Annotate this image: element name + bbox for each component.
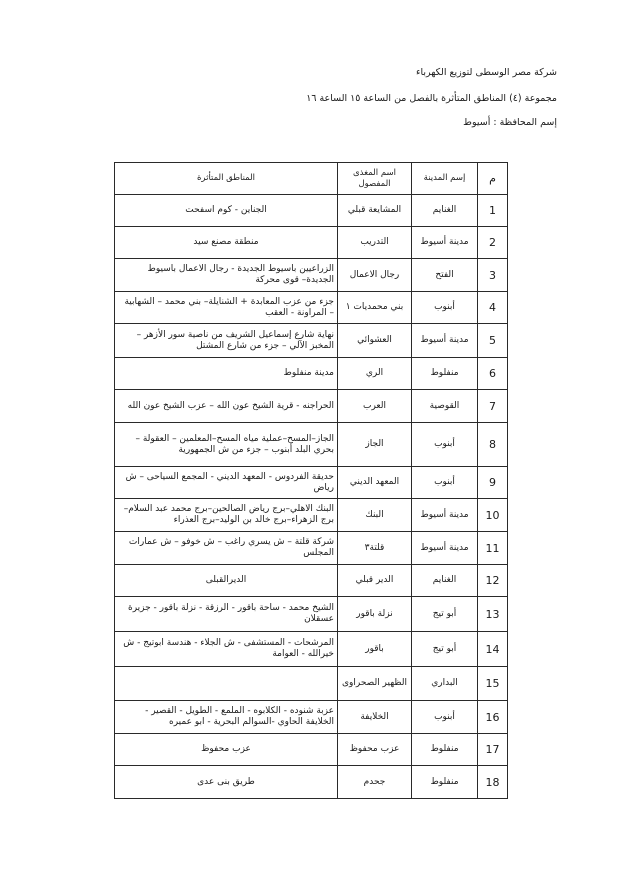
city-cell: أبنوب	[412, 292, 478, 324]
areas-cell: الجاز–المسح–عملية مياه المسح–المعلمين – العقولة – بحري البلد أبنوب – جزء من ش الجمهورية	[115, 423, 338, 467]
group-title: مجموعة (٤) المناطق المتأثرة بالفصل من الساعة ١٥ الساعة ١٦	[306, 93, 557, 104]
city-cell: منفلوط	[412, 358, 478, 390]
row-number: 6	[478, 358, 508, 390]
table-row	[115, 499, 508, 532]
table-row	[115, 597, 508, 632]
table-row	[115, 734, 508, 766]
row-number: 18	[478, 766, 508, 799]
feeder-cell: العشوائي	[338, 324, 412, 358]
company-name: شركة مصر الوسطى لتوزيع الكهرباء	[416, 67, 557, 78]
city-cell: منفلوط	[412, 766, 478, 799]
areas-cell: الجناين - كوم اسفحت	[115, 195, 338, 227]
areas-cell: الحراجنه - قرية الشيخ عون الله – عزب الشيخ عون الله	[115, 390, 338, 423]
row-number: 2	[478, 227, 508, 259]
feeder-cell: المشايعة قبلي	[338, 195, 412, 227]
row-number: 17	[478, 734, 508, 766]
table-row	[115, 766, 508, 799]
table-row	[115, 532, 508, 565]
feeder-cell: الدير قبلي	[338, 565, 412, 597]
col-header-number: م	[478, 163, 508, 195]
row-number: 13	[478, 597, 508, 632]
row-number: 3	[478, 259, 508, 292]
row-number: 10	[478, 499, 508, 532]
city-cell: مدينة أسيوط	[412, 227, 478, 259]
city-cell: منفلوط	[412, 734, 478, 766]
table-row	[115, 667, 508, 701]
feeder-cell: البنك	[338, 499, 412, 532]
areas-cell: البنك الاهلي–برج رياض الصالحين–برج محمد عبد السلام–برج الزهراء–برج خالد بن الوليد–برج العذراء	[115, 499, 338, 532]
city-cell: الغنايم	[412, 195, 478, 227]
city-cell: مدينة أسيوط	[412, 324, 478, 358]
row-number: 16	[478, 701, 508, 734]
feeder-cell: قلتة٣	[338, 532, 412, 565]
feeder-cell: الظهير الصحراوى	[338, 667, 412, 701]
col-header-city: إسم المدينة	[412, 163, 478, 195]
feeder-cell: رجال الاعمال	[338, 259, 412, 292]
city-cell: القوصية	[412, 390, 478, 423]
table-row	[115, 195, 508, 227]
areas-cell: الديرالقبلى	[115, 565, 338, 597]
row-number: 15	[478, 667, 508, 701]
row-number: 4	[478, 292, 508, 324]
table-row	[115, 324, 508, 358]
city-cell: أبو تيج	[412, 632, 478, 667]
row-number: 1	[478, 195, 508, 227]
areas-cell: عزبة شنوده - الكلابوه - الملمع - الطويل - القصير - الخلايفة الحاوي -السوالم البحرية - ابو عميره	[115, 701, 338, 734]
row-number: 9	[478, 467, 508, 499]
feeder-cell: الخلايفة	[338, 701, 412, 734]
table-row	[115, 632, 508, 667]
affected-areas-table	[114, 162, 508, 799]
row-number: 11	[478, 532, 508, 565]
table-row	[115, 390, 508, 423]
feeder-cell: نزلة باقور	[338, 597, 412, 632]
city-cell: الغنايم	[412, 565, 478, 597]
table-row	[115, 227, 508, 259]
city-cell: مدينة أسيوط	[412, 532, 478, 565]
city-cell: الفتح	[412, 259, 478, 292]
feeder-cell: الجاز	[338, 423, 412, 467]
feeder-cell: باقور	[338, 632, 412, 667]
table-row	[115, 701, 508, 734]
areas-cell: الشيخ محمد - ساحة باقور - الرزقة - نزلة باقور - جزيرة عسقلان	[115, 597, 338, 632]
feeder-cell: المعهد الديني	[338, 467, 412, 499]
table-row	[115, 292, 508, 324]
city-cell: البداري	[412, 667, 478, 701]
table-header-row	[115, 163, 508, 195]
areas-cell: شركة قلتة – ش يسري راغب – ش خوفو – ش عمارات المجلس	[115, 532, 338, 565]
feeder-cell: عزب محفوظ	[338, 734, 412, 766]
areas-cell: جزء من عزب المعابدة + الشنايلة– بني محمد – الشهابية – المراونة - العقب	[115, 292, 338, 324]
table-row	[115, 423, 508, 467]
areas-cell: عزب محفوظ	[115, 734, 338, 766]
city-cell: مدينة أسيوط	[412, 499, 478, 532]
areas-cell: حديقة الفردوس - المعهد الديني - المجمع السياحى – ش رياض	[115, 467, 338, 499]
areas-cell	[115, 667, 338, 701]
feeder-cell: العرب	[338, 390, 412, 423]
areas-cell: منطقة مصنع سيد	[115, 227, 338, 259]
feeder-cell: بني محمديات ١	[338, 292, 412, 324]
row-number: 5	[478, 324, 508, 358]
table-row	[115, 358, 508, 390]
table-row	[115, 259, 508, 292]
table-row	[115, 467, 508, 499]
feeder-cell: التدريب	[338, 227, 412, 259]
row-number: 12	[478, 565, 508, 597]
city-cell: أبو تيج	[412, 597, 478, 632]
city-cell: أبنوب	[412, 701, 478, 734]
city-cell: أبنوب	[412, 467, 478, 499]
table-row	[115, 565, 508, 597]
row-number: 8	[478, 423, 508, 467]
governorate-line: إسم المحافظة : أسيوط	[463, 117, 557, 128]
areas-cell: المرشحات - المستشفى - ش الجلاء - هندسة ابوتيج - ش خيرالله - العوامة	[115, 632, 338, 667]
row-number: 7	[478, 390, 508, 423]
feeder-cell: الري	[338, 358, 412, 390]
feeder-cell: جحدم	[338, 766, 412, 799]
areas-cell: نهاية شارع إسماعيل الشريف من ناصية سور الأزهر – المخبز الآلي – جزء من شارع المشتل	[115, 324, 338, 358]
areas-cell: الزراعيين باسيوط الجديدة - رجال الاعمال باسيوط الجديدة– قوى محركة	[115, 259, 338, 292]
col-header-feeder: اسم المغذى المفصول	[338, 163, 412, 195]
areas-cell: مدينة منفلوط	[115, 358, 338, 390]
areas-cell: طريق بنى عدى	[115, 766, 338, 799]
col-header-areas: المناطق المتأثرة	[115, 163, 338, 195]
row-number: 14	[478, 632, 508, 667]
city-cell: أبنوب	[412, 423, 478, 467]
